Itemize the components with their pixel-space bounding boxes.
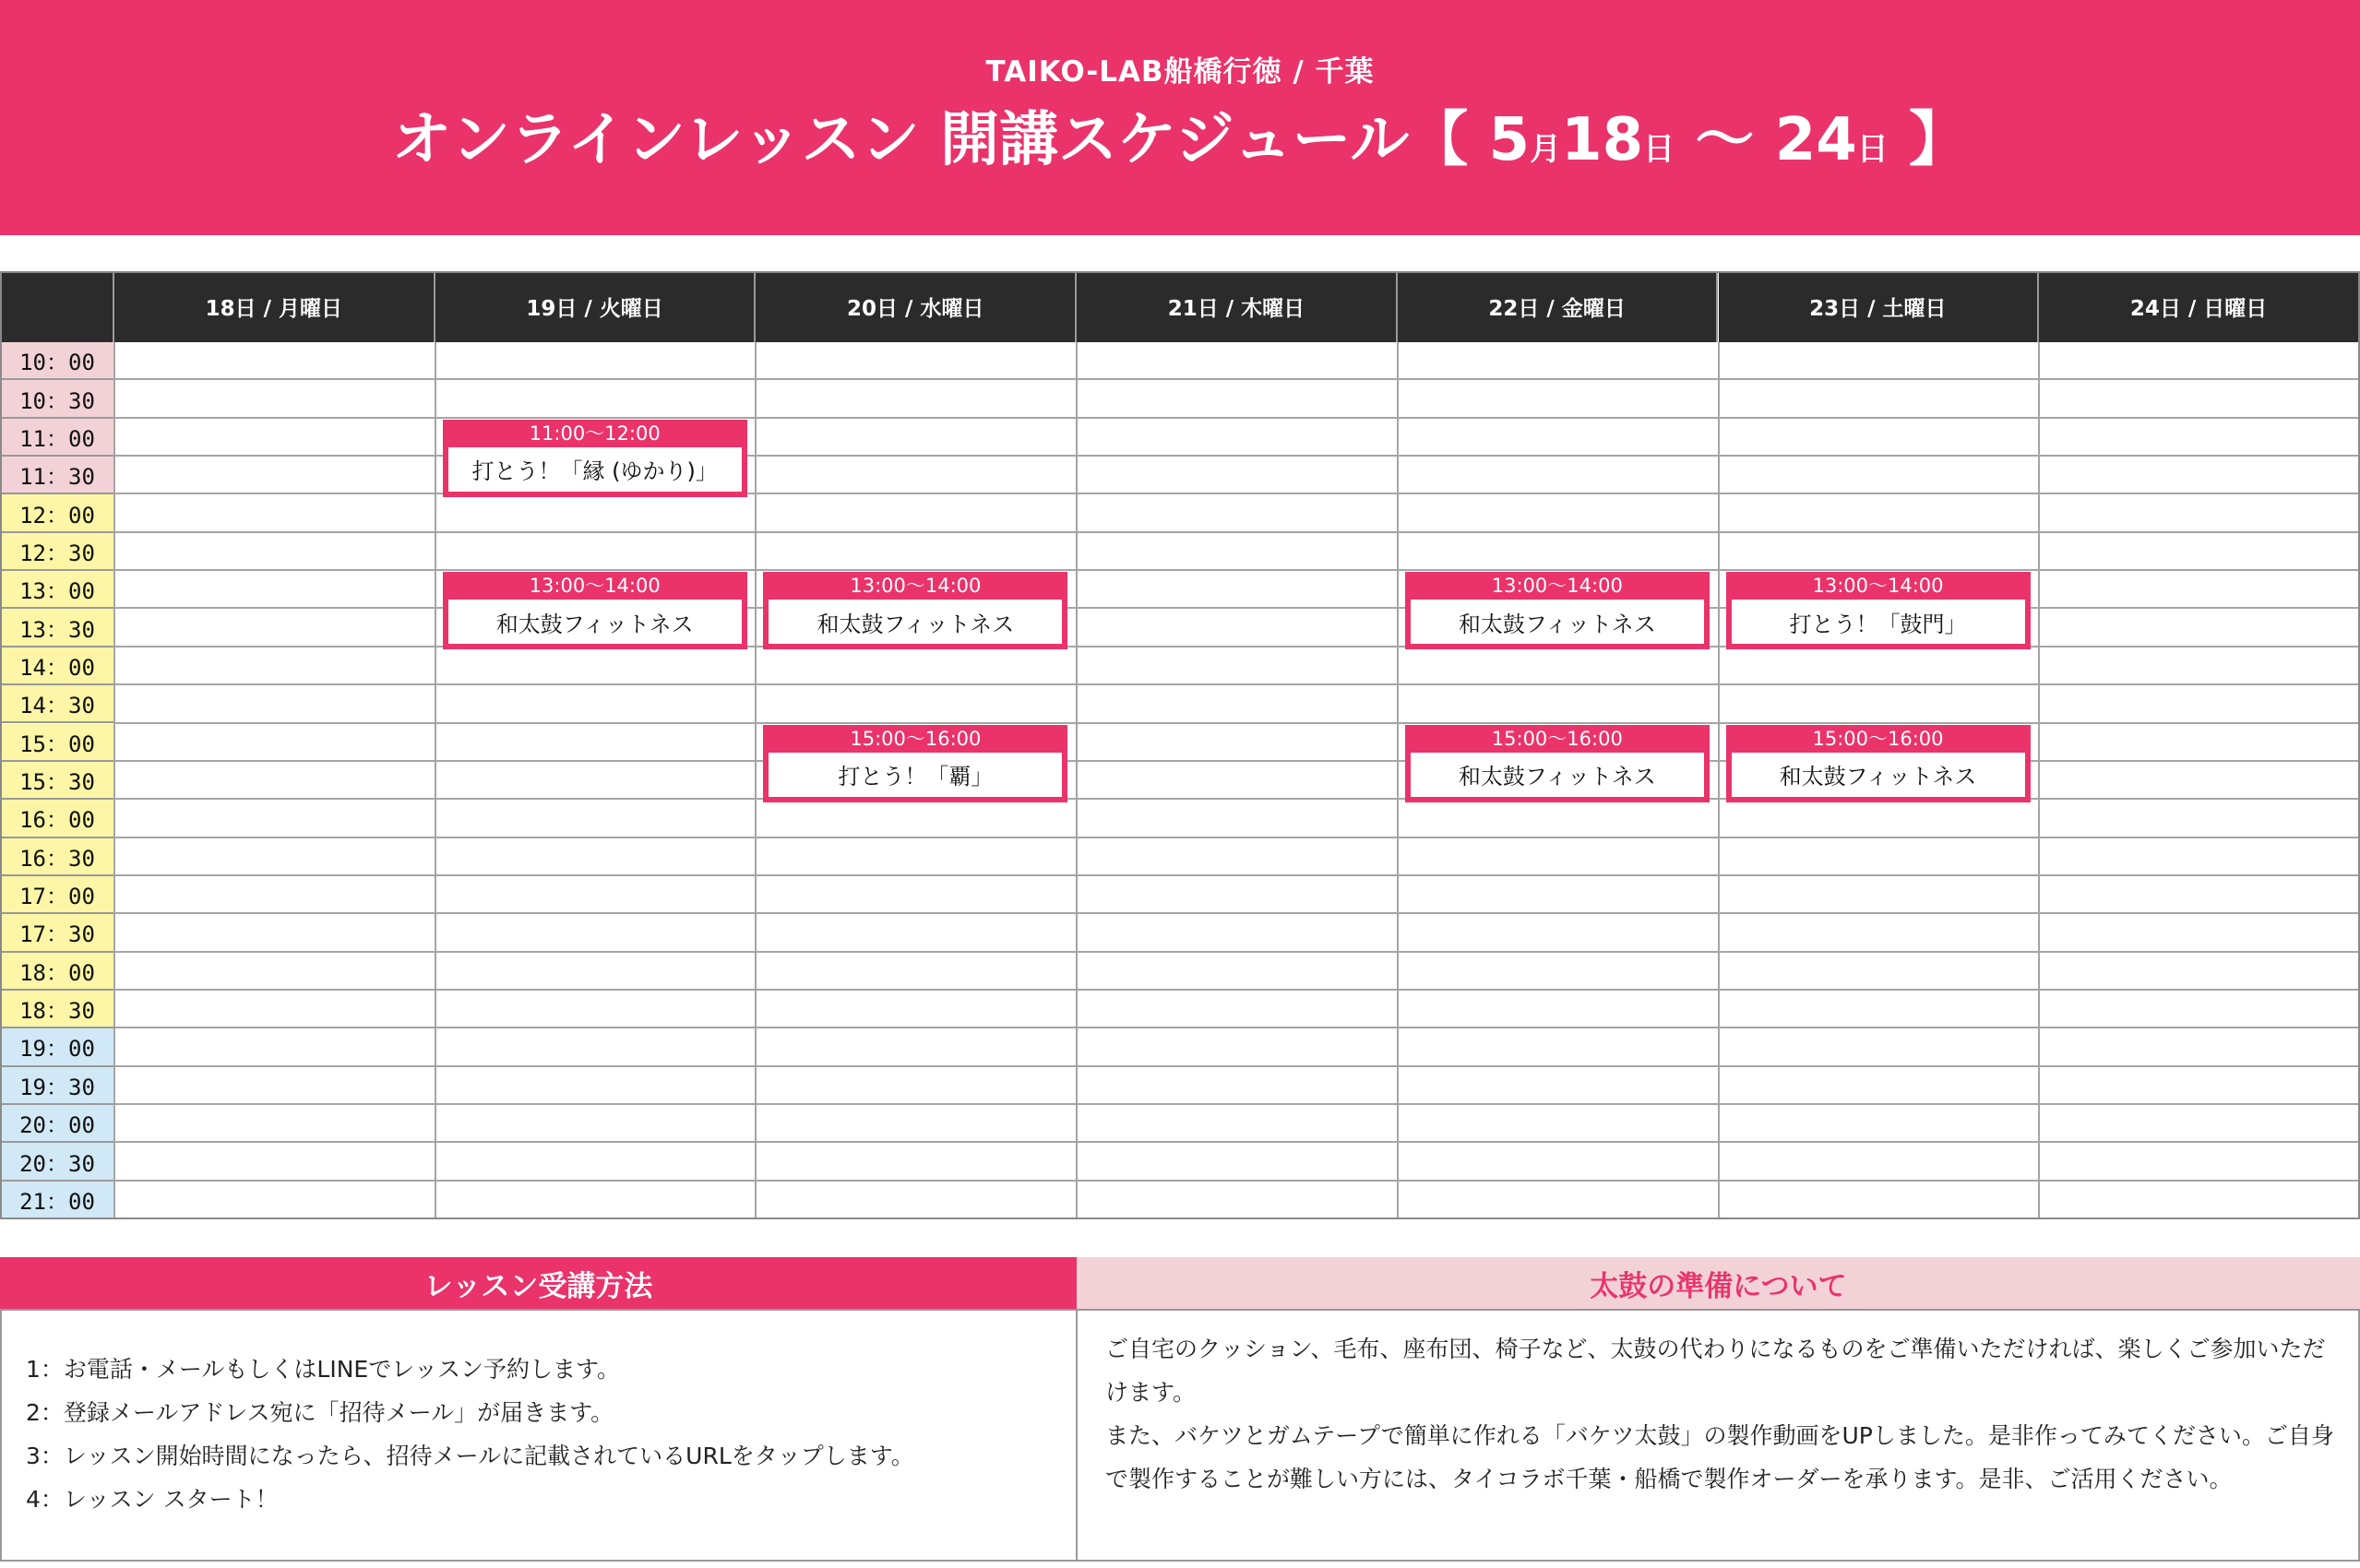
time-slot-label: 11：30	[0, 457, 114, 494]
time-slot-label: 19：00	[0, 1028, 114, 1066]
row-divider	[114, 531, 2360, 533]
row-divider	[114, 989, 2360, 991]
lesson-name: 和太鼓フィットネス	[1732, 753, 2025, 797]
lesson-time: 15:00〜16:00	[1491, 727, 1623, 750]
row-divider	[114, 417, 2360, 419]
drum-prep-paragraph-1: ご自宅のクッション、毛布、座布団、椅子など、太鼓の代わりになるものをご準備いただければ、楽しくご参加いただけます。	[1105, 1336, 2326, 1406]
lesson-name: 和太鼓フィットネス	[1411, 753, 1704, 797]
lesson-name: 和太鼓フィットネス	[769, 600, 1062, 644]
title-month-unit: 月	[1530, 131, 1562, 168]
row-divider	[114, 378, 2360, 380]
lesson-time: 13:00〜14:00	[850, 575, 982, 598]
day-header: 21日 / 木曜日	[1077, 271, 1398, 342]
time-slot-label: 18：00	[0, 953, 114, 991]
row-divider	[114, 951, 2360, 953]
lesson-name: 打とう！「縁 (ゆかり)」	[448, 447, 742, 492]
title-month: 5	[1488, 106, 1531, 174]
corner-header	[0, 271, 114, 342]
time-slot-label: 12：30	[0, 533, 114, 571]
time-slot-label: 14：00	[0, 647, 114, 685]
lesson-time: 13:00〜14:00	[529, 575, 661, 598]
title-start-day-unit: 日	[1643, 131, 1675, 168]
time-slot-label: 16：00	[0, 800, 114, 837]
step-item: 3：レッスン開始時間になったら、招待メールに記載されているURLをタップします。	[26, 1443, 914, 1469]
drum-prep-paragraph-2: また、バケツとガムテープで簡単に作れる「バケツ太鼓」の製作動画をUPしました。是非作ってみてください。ご自身で製作することが難しい方には、タイコラボ千葉・船橋で製作オーダーを承ります。是非、ご活用ください。	[1105, 1422, 2334, 1492]
schedule-table	[0, 271, 2360, 1219]
lesson-block[interactable]	[763, 725, 1067, 802]
time-slot-label: 17：30	[0, 914, 114, 952]
lesson-block[interactable]	[443, 420, 747, 497]
title-tilde: ～	[1675, 106, 1775, 174]
time-slot-label: 19：30	[0, 1067, 114, 1105]
time-slot-label: 15：30	[0, 762, 114, 800]
time-slot-label: 11：00	[0, 419, 114, 457]
time-slot-label: 12：00	[0, 494, 114, 532]
column-divider	[435, 342, 436, 1219]
step-item: 1：お電話・メールもしくはLINEでレッスン予約します。	[26, 1356, 620, 1383]
title-end-day-unit: 日	[1856, 131, 1889, 168]
row-divider	[114, 1180, 2360, 1182]
lesson-block[interactable]	[1726, 572, 2031, 649]
day-header: 18日 / 月曜日	[114, 271, 435, 342]
column-divider	[113, 342, 115, 1219]
time-slot-label: 17：00	[0, 876, 114, 914]
lesson-name: 打とう！「鼓門」	[1732, 600, 2025, 644]
step-item: 4：レッスン スタート！	[26, 1486, 279, 1513]
row-divider	[114, 1065, 2360, 1067]
studio-name: TAIKO-LAB船橋行徳 / 千葉	[985, 55, 1375, 89]
column-divider	[1718, 342, 1720, 1219]
lesson-block[interactable]	[1405, 572, 1710, 649]
lesson-time: 15:00〜16:00	[1812, 727, 1944, 750]
time-slot-label: 15：00	[0, 724, 114, 762]
day-header: 19日 / 火曜日	[435, 271, 757, 342]
row-divider	[114, 1141, 2360, 1143]
time-slot-label: 18：30	[0, 991, 114, 1028]
column-divider	[755, 342, 757, 1219]
lesson-method-heading: レッスン受講方法	[0, 1257, 1077, 1309]
lesson-block[interactable]	[763, 572, 1067, 649]
drum-prep-box	[1077, 1309, 2360, 1562]
row-divider	[114, 837, 2360, 838]
lesson-time: 11:00〜12:00	[529, 422, 661, 445]
time-slot-label: 16：30	[0, 838, 114, 876]
lesson-time: 13:00〜14:00	[1491, 575, 1623, 598]
page-header	[0, 0, 2360, 235]
row-divider	[114, 1218, 2360, 1219]
time-slot-label: 20：30	[0, 1143, 114, 1181]
lesson-name: 打とう！「覇」	[769, 753, 1062, 797]
lesson-name: 和太鼓フィットネス	[448, 600, 742, 644]
lesson-block[interactable]	[1726, 725, 2031, 802]
time-slot-label: 21：00	[0, 1182, 114, 1219]
row-divider	[114, 569, 2360, 571]
lesson-time: 13:00〜14:00	[1812, 575, 1944, 598]
lesson-block[interactable]	[443, 572, 747, 649]
column-divider	[2038, 342, 2040, 1219]
page-title	[0, 103, 2360, 186]
title-end-day: 24	[1774, 106, 1857, 174]
time-slot-label: 14：30	[0, 685, 114, 723]
lesson-time: 15:00〜16:00	[850, 727, 982, 750]
title-bracket-close: 】	[1888, 106, 1969, 174]
time-slot-label: 13：00	[0, 571, 114, 609]
title-text: オンラインレッスン 開講スケジュール【	[391, 106, 1489, 174]
row-divider	[114, 683, 2360, 685]
time-slot-label: 13：30	[0, 609, 114, 647]
day-header: 24日 / 日曜日	[2039, 271, 2360, 342]
row-divider	[114, 912, 2360, 914]
day-header: 23日 / 土曜日	[1719, 271, 2040, 342]
time-slot-label: 20：00	[0, 1105, 114, 1143]
step-item: 2：登録メールアドレス宛に「招待メール」が届きます。	[26, 1399, 614, 1426]
row-divider	[114, 874, 2360, 876]
time-slot-label: 10：30	[0, 380, 114, 418]
column-divider	[1397, 342, 1399, 1219]
lesson-block[interactable]	[1405, 725, 1710, 802]
day-header: 22日 / 金曜日	[1398, 271, 1719, 342]
column-divider	[1076, 342, 1078, 1219]
row-divider	[114, 1103, 2360, 1105]
time-slot-label: 10：00	[0, 342, 114, 380]
lesson-name: 和太鼓フィットネス	[1411, 600, 1704, 644]
drum-prep-heading: 太鼓の準備について	[1077, 1257, 2360, 1309]
row-divider	[114, 1027, 2360, 1028]
row-divider	[114, 722, 2360, 724]
title-start-day: 18	[1561, 106, 1644, 174]
lesson-method-box	[0, 1309, 1077, 1562]
day-header: 20日 / 水曜日	[756, 271, 1077, 342]
